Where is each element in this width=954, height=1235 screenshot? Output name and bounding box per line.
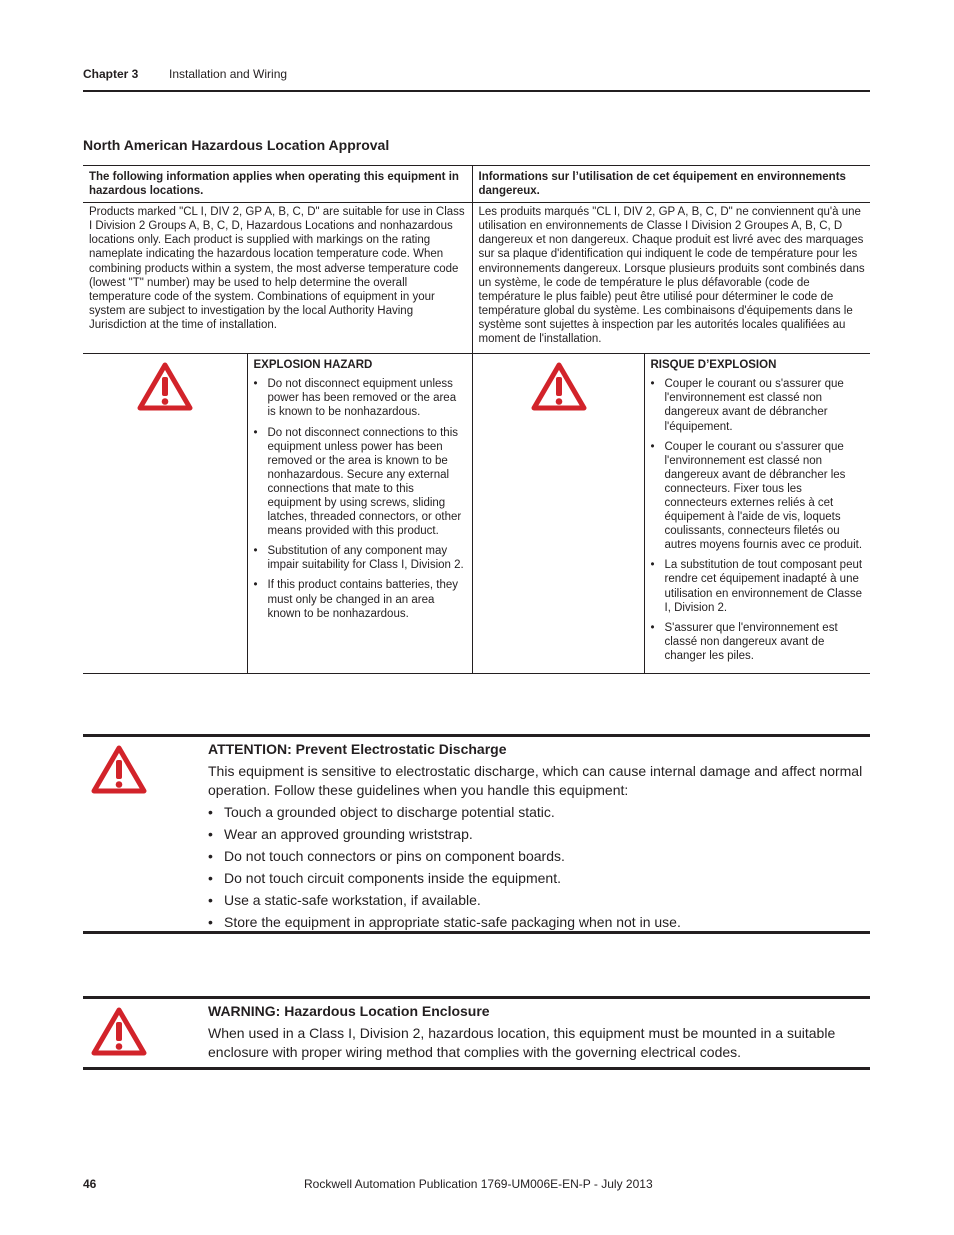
table-header-en: The following information applies when operating this equipment in hazardous locations.	[83, 166, 472, 203]
list-item: • Use a static-safe workstation, if available.	[208, 891, 868, 910]
list-item: • S'assurer que l'environnement est classé non dangereux avant de changer les piles.	[651, 621, 866, 663]
list-item: • Do not touch circuit components inside the equipment.	[208, 869, 868, 888]
page-header	[83, 66, 870, 92]
explosion-hazard-title-fr: RISQUE D’EXPLOSION	[650, 359, 777, 372]
explosion-hazard-icon-cell-en	[83, 354, 247, 674]
esd-notice-title: ATTENTION: Prevent Electrostatic Discharge	[208, 741, 507, 757]
table-header-fr: Informations sur l’utilisation de cet équipement en environnements dangereux.	[472, 166, 870, 203]
publication-info: Rockwell Automation Publication 1769-UM006E-EN-P - July 2013	[304, 1177, 653, 1191]
approval-text-en: Products marked "CL I, DIV 2, GP A, B, C, D" are suitable for use in Class I Division 2 Groups A, B, C, D, Hazardous Locations and nonhazardous locations only. Each product is supplied with markings on the rating nameplate indicating the hazardous location temperature code. When combining products within a system, the most adverse temperature code (lowest "T" number) may be used to help determine the overall temperature code of the system. Combinations of equipment in your system are subject to investigation by the local Authority Having Jurisdiction at the time of installation.	[83, 203, 472, 354]
list-item: • Touch a grounded object to discharge potential static.	[208, 803, 868, 822]
warning-triangle-icon	[137, 362, 193, 411]
section-title: North American Hazardous Location Approval	[83, 137, 390, 153]
explosion-hazard-en	[247, 354, 472, 674]
explosion-hazard-fr	[644, 354, 870, 674]
esd-attention-notice	[83, 734, 870, 934]
list-item: • Do not disconnect connections to this equipment unless power has been removed or the area is known to be nonhazardous. Secure any external connections that mate to this equipment by using screws, sliding latches, threaded connectors, or other means provided with this product.	[254, 426, 467, 539]
page-number: 46	[83, 1177, 97, 1191]
warning-triangle-icon	[531, 362, 587, 411]
esd-notice-intro: This equipment is sensitive to electrostatic discharge, which can cause internal damage and affect normal operation. Follow these guidelines when you handle this equipment:	[208, 763, 863, 798]
approval-text-fr: Les produits marqués "CL I, DIV 2, GP A, B, C, D" ne conviennent qu'à une utilisation en environnements de Classe I Division 2 Groupes A, B, C, D dangereux et non dangereux. Chaque produit est livré avec des marquages sur sa plaque d'identification qui indiquent le code de température pour les environnements dangereux. Lorsque plusieurs produits sont combinés dans un système, le code de température le plus défavorable (code de température le plus faible) peut être utilisé pour déterminer le code de température global du système. Les combinaisons d'équipements dans le système sont sujettes à inspection par les autorités locales qualifiées au moment de l'installation.	[472, 203, 870, 354]
enclosure-notice-text: When used in a Class I, Division 2, hazardous location, this equipment must be mounted in a suitable enclosure with proper wiring method that complies with the governing electrical codes.	[208, 1025, 836, 1060]
explosion-hazard-icon-cell-fr	[472, 354, 644, 674]
list-item: • Store the equipment in appropriate static-safe packaging when not in use.	[208, 913, 868, 932]
warning-triangle-icon	[91, 1007, 147, 1056]
enclosure-warning-notice	[83, 996, 870, 1070]
explosion-hazard-title: EXPLOSION HAZARD	[253, 359, 373, 372]
hazardous-approval-table	[83, 165, 870, 674]
warning-triangle-icon	[91, 745, 147, 794]
list-item: • La substitution de tout composant peut rendre cet équipement inadapté à une utilisation en environnement de Classe I, Division 2.	[651, 558, 866, 614]
list-item: • Do not disconnect equipment unless power has been removed or the area is known to be nonhazardous.	[254, 377, 467, 419]
list-item: • If this product contains batteries, they must only be changed in an area known to be nonhazardous.	[254, 578, 467, 620]
chapter-label: Chapter 3	[83, 67, 139, 81]
list-item: • Substitution of any component may impair suitability for Class I, Division 2.	[254, 544, 467, 572]
enclosure-notice-title: WARNING: Hazardous Location Enclosure	[208, 1003, 490, 1019]
list-item: • Wear an approved grounding wriststrap.	[208, 825, 868, 844]
list-item: • Do not touch connectors or pins on component boards.	[208, 847, 868, 866]
section-name: Installation and Wiring	[169, 67, 288, 81]
list-item: • Couper le courant ou s'assurer que l'environnement est classé non dangereux avant de débrancher les connecteurs. Fixer tous les connecteurs externes reliés à cet équipement à l'aide de vis, loquets coulissants, connecteurs filetés ou autres moyens fournis avec ce produit.	[651, 440, 866, 553]
list-item: • Couper le courant ou s'assurer que l'environnement est classé non dangereux avant de débrancher l'équipement.	[651, 377, 866, 433]
